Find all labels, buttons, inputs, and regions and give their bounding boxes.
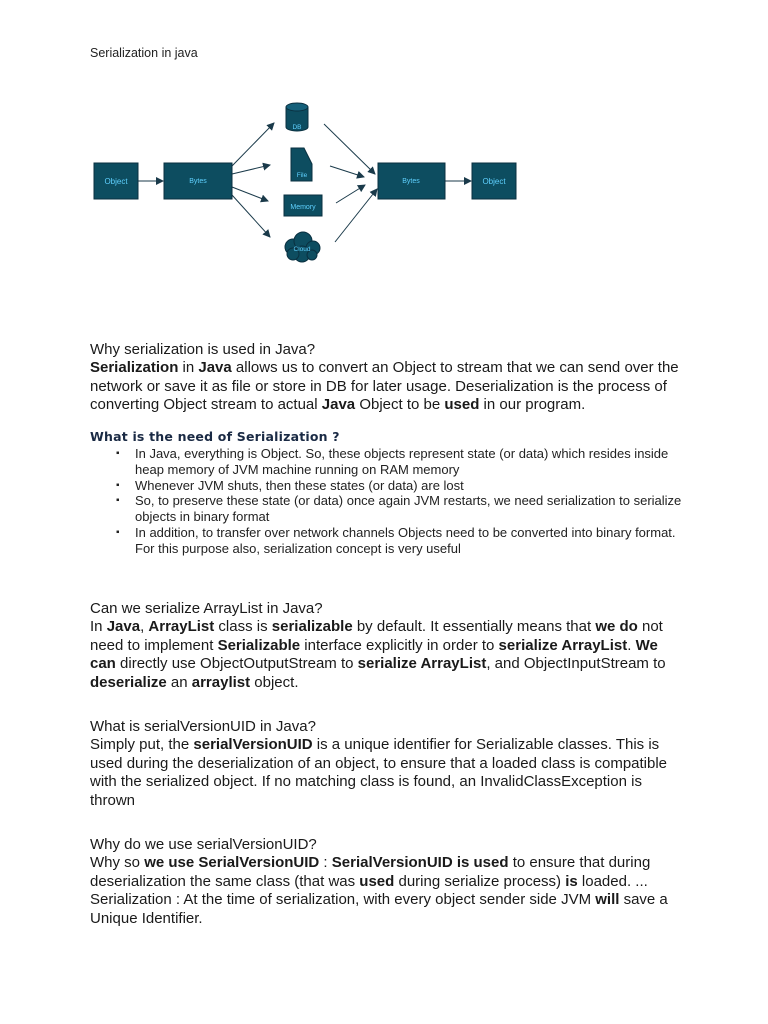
text-run: Why so [90, 854, 145, 871]
arrow-memory-to-bytes [336, 185, 365, 203]
question-serialversionuid: What is serialVersionUID in Java? [90, 718, 316, 735]
text-run: during serialize process) [394, 872, 566, 890]
list-item: ▪ So, to preserve these state (or data) once again JVM restarts, we need serialization to serialize objects in binary format [135, 493, 690, 525]
question-arraylist: Can we serialize ArrayList in Java? [90, 600, 323, 617]
memory-label: Memory [290, 204, 316, 211]
file-label: File [296, 172, 308, 179]
node-bytes-left-label: Bytes [189, 178, 207, 185]
arrow-bytes-to-db [232, 123, 274, 166]
bold-text-run: will [595, 891, 620, 908]
bold-text-run: Java [106, 618, 141, 635]
section-need-serialization [90, 429, 690, 557]
bold-text-run: serialize ArrayList [357, 655, 487, 672]
question-why-serialversionuid: Why do we use serialVersionUID? [90, 836, 317, 853]
node-object-right-label: Object [482, 177, 506, 186]
text-run: Simply put, the [90, 736, 194, 753]
bold-text-run: ArrayList [148, 618, 215, 635]
bold-text-run: serialVersionUID [193, 736, 313, 753]
text-run: class is [214, 618, 272, 635]
bold-text-run: Serialization [90, 359, 179, 376]
db-label: DB [292, 124, 302, 131]
text-run: an [166, 673, 192, 691]
text-run: not need to implement [90, 618, 663, 654]
bold-text-run: is [565, 872, 578, 890]
bold-text-run: we do [595, 618, 638, 635]
answer-serialversionuid [90, 736, 680, 810]
bold-text-run: Java [321, 396, 356, 413]
text-run: by default. It essentially means that [352, 618, 596, 635]
bold-text-run: arraylist [191, 673, 251, 691]
section-why-serialversionuid [90, 835, 680, 928]
serialization-diagram [0, 90, 768, 280]
text-run: in [178, 359, 199, 376]
arrow-file-to-bytes [330, 166, 364, 177]
text-run: object. [250, 673, 299, 691]
text-run: , and ObjectInputStream to [486, 655, 666, 672]
list-item: ▪ In addition, to transfer over network channels Objects need to be converted into binary format. For this purpose also, serialization concept is very useful [135, 525, 690, 557]
answer-arraylist [90, 618, 680, 692]
section-serialversionuid [90, 717, 680, 810]
answer-why-serialversionuid [90, 854, 680, 928]
text-run: . [627, 636, 636, 654]
text-run: is a unique identifier for Serializable classes. This is used during the deserialization of an object, to ensure that a loaded class is compatible with the serialized object. If no matching class is found, an InvalidClassException is thrown [90, 736, 668, 809]
arrow-bytes-to-file [232, 165, 270, 174]
arrow-bytes-to-memory [232, 187, 268, 201]
section-why-serialization [90, 340, 680, 415]
text-run: , [140, 618, 149, 635]
text-run: in our program. [479, 396, 586, 413]
list-item: ▪ Whenever JVM shuts, then these states (or data) are lost [135, 478, 690, 494]
arrow-cloud-to-bytes [335, 189, 377, 242]
answer-why-serialization [90, 359, 680, 415]
text-run: In [90, 618, 107, 635]
text-run: interface explicitly in order to [300, 636, 499, 654]
node-bytes-right-label: Bytes [402, 178, 420, 185]
text-run: loaded. ... Serialization : At the time of serialization, with every object sender side JVM [90, 872, 648, 908]
cloud-label: Cloud [293, 246, 311, 253]
text-run: : [319, 854, 332, 871]
bold-text-run: used [444, 396, 480, 413]
bold-text-run: we use SerialVersionUID [144, 854, 320, 871]
text-run: directly use ObjectOutputStream to [115, 655, 358, 672]
bold-text-run: serializable [271, 618, 353, 635]
text-run: allows us to convert an Object to stream that we can send over the network or save it as file or store in DB for later usage. Deserialization is the process of converting Object stream to actual [90, 359, 679, 413]
need-heading: What is the need of Serialization ? [90, 429, 340, 444]
bold-text-run: We can [90, 636, 658, 672]
node-object-left-label: Object [104, 177, 128, 186]
arrow-bytes-to-cloud [232, 195, 270, 237]
text-run: to ensure that during deserialization the same class (that was [90, 854, 651, 890]
bold-text-run: used [359, 872, 395, 890]
document-title: Serialization in java [90, 46, 198, 60]
question-why-serialization: Why serialization is used in Java? [90, 341, 316, 358]
bold-text-run: deserialize [90, 673, 167, 691]
list-item: ▪ In Java, everything is Object. So, these objects represent state (or data) which resides inside heap memory of JVM machine running on RAM memory [135, 446, 690, 478]
text-run: save a Unique Identifier. [90, 891, 668, 927]
bold-text-run: Serializable [217, 636, 301, 654]
bold-text-run: SerialVersionUID is used [331, 854, 509, 871]
bold-text-run: serialize ArrayList [498, 636, 628, 654]
section-arraylist [90, 599, 680, 692]
need-bullet-list [90, 446, 690, 557]
text-run: Object to be [355, 396, 445, 413]
bold-text-run: Java [198, 359, 232, 376]
